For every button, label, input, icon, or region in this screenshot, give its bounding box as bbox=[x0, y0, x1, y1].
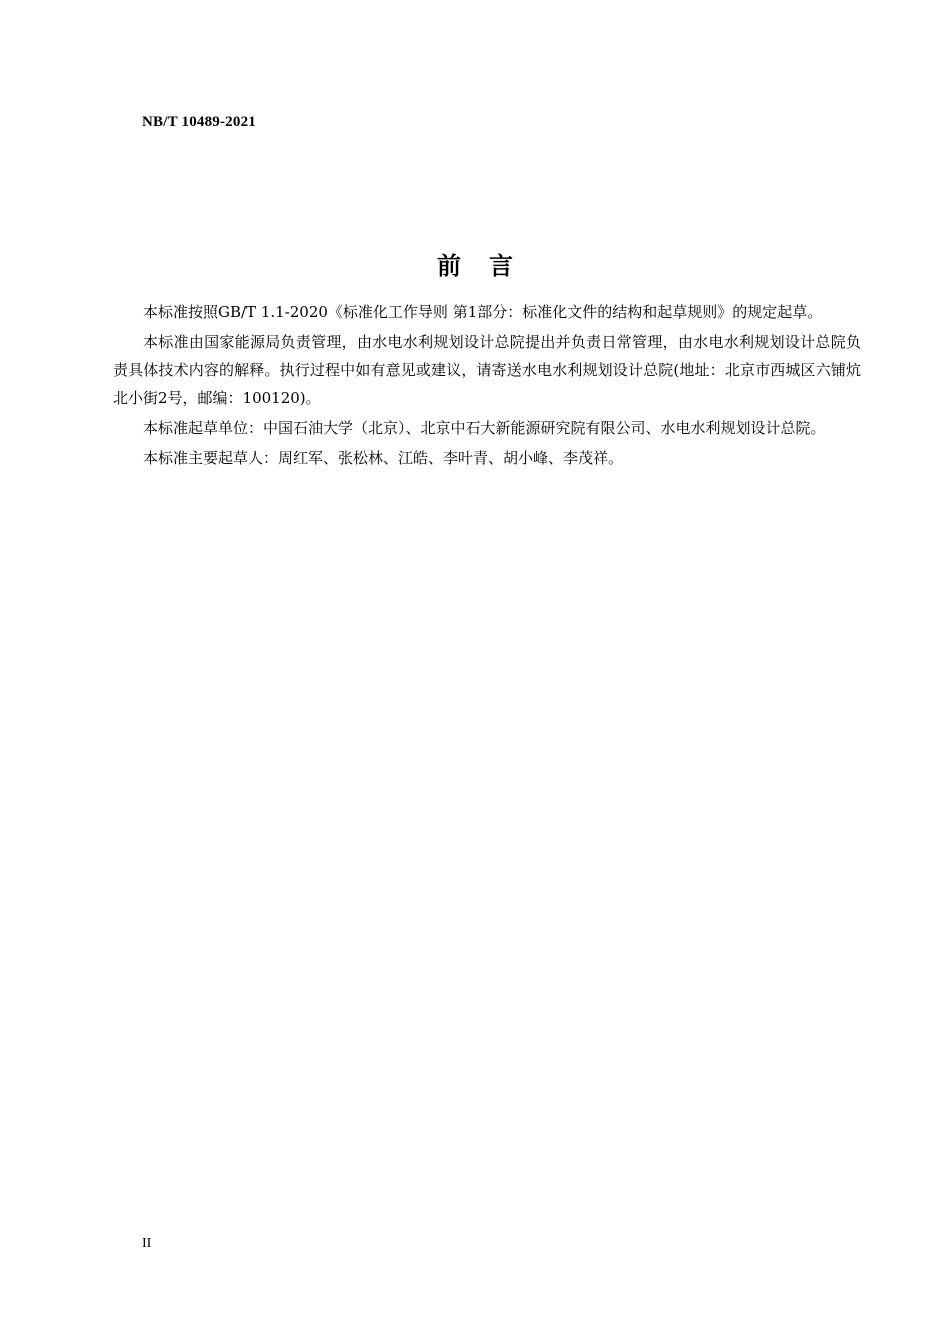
page-number: II bbox=[142, 1236, 152, 1251]
paragraph-drafting-rules: 本标准按照GB/T 1.1-2020《标准化工作导则 第1部分：标准化文件的结构和起草规则》的规定起草。 bbox=[143, 303, 823, 321]
foreword-body bbox=[113, 298, 861, 474]
paragraph-drafters: 本标准主要起草人：周红军、张松林、江皓、李叶青、胡小峰、李茂祥。 bbox=[143, 449, 624, 467]
page-title-char-2: 言 bbox=[489, 252, 513, 280]
paragraph-management: 本标准由国家能源局负责管理，由水电水利规划设计总院提出并负责日常管理，由水电水利规划设计总院负责具体技术内容的解释。执行过程中如有意见或建议，请寄送水电水利规划设计总院(地址：北京市西城区六铺炕北小街2号，邮编：100120)。 bbox=[113, 333, 861, 407]
paragraph-drafting-units: 本标准起草单位：中国石油大学（北京）、北京中石大新能源研究院有限公司、水电水利规划设计总院。 bbox=[143, 419, 826, 437]
page-title-char-1: 前 bbox=[437, 252, 461, 280]
standard-number: NB/T 10489-2021 bbox=[142, 114, 256, 130]
page-title bbox=[0, 246, 950, 281]
